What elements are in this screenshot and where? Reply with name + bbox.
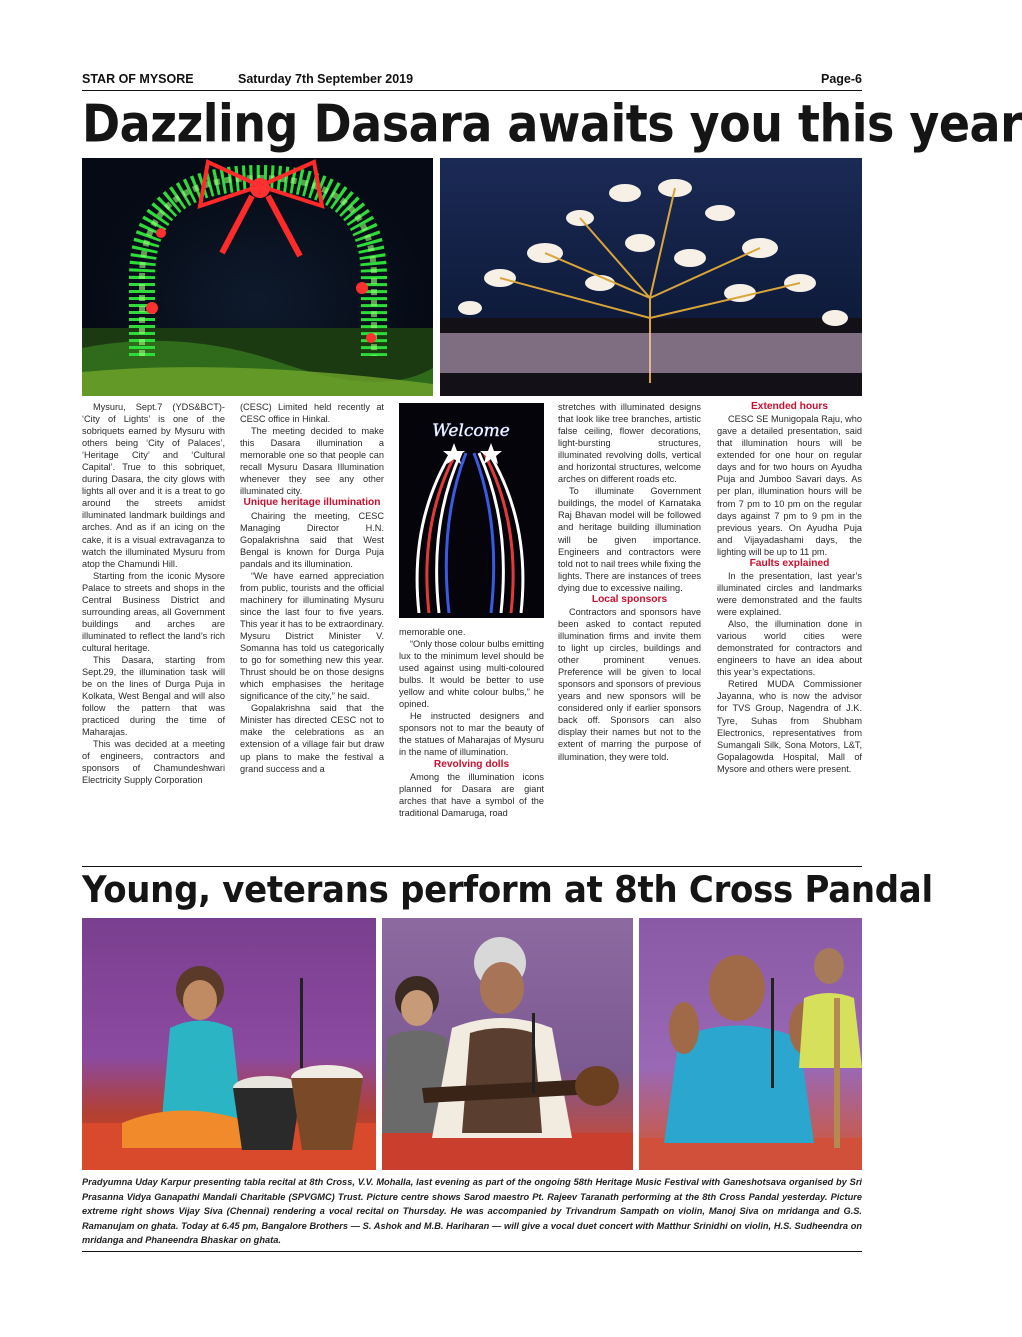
headline-8th-cross: Young, veterans perform at 8th Cross Pandal <box>82 868 933 912</box>
paragraph: CESC SE Munigopala Raju, who gave a detailed presentation, said that illumination hours will be extended for one hour on regular days and for two hours on Ayudha Puja and Jumboo Savari days. As per plan, illumination hours will be from 7 pm to 10 pm on the regular days against 7 pm to 9 pm in the previous years. On Ayudha Puja and Vijayadashami days, the lighting will be up to 11 pm. <box>717 414 862 557</box>
paragraph: (CESC) Limited held recently at CESC office in Hinkal. <box>240 402 384 425</box>
photo-sarod-performance <box>382 918 633 1170</box>
paragraph: The meeting decided to make this Dasara illumination a memorable one so that people can recall Mysuru Dasara Illumination whenever they see any other illuminated city. <box>240 426 384 497</box>
subhead-sponsors: Local sponsors <box>591 593 668 605</box>
paragraph: In the presentation, last year’s illuminated circles and landmarks were demonstrated and the faults were explained. <box>717 570 862 618</box>
paragraph: stretches with illuminated designs that look like tree branches, artistic false ceiling, flower decorations, light-bursting structures, illuminated revolving dolls, vertical and horizontal structures, welcome arches on different roads etc. <box>558 402 701 485</box>
paragraph: He instructed designers and sponsors not to mar the beauty of the statues of Maharajas of Mysuru in the name of illumination. <box>399 711 544 758</box>
issue-date: Saturday 7th September 2019 <box>238 72 414 86</box>
photo-wreath-arch <box>82 158 433 396</box>
paragraph: Mysuru, Sept.7 (YDS&BCT)- ‘City of Lights’ is one of the sobriquets earned by Mysuru with others being ‘City of Palaces’, ‘Heritage City’ and ‘Cultural Capital’. True to this sobriquet, during Dasara, the city glows with lights all over and it is a treat to go around the streets amidst illuminated landmark buildings and arches. And as if an icing on the cake, it is a visual extravaganza to watch the illuminated Mysuru from atop the Chamundi Hill. <box>82 402 225 569</box>
paragraph: memorable one. <box>399 627 466 637</box>
paragraph: Contractors and sponsors have been asked to contact reputed illumination firms and invite them to light up circles, buildings and other prominent venues. Preference will be given to local sponsors and sponsors of previous years and new sponsors will be considered only if earlier sponsors back off. Sponsors can also display their names but not to the extent of marring the purpose of illumination, they were told. <box>558 606 701 762</box>
paragraph: “We have earned appreciation from public, tourists and the official machinery for illuminating Mysuru since the last four to five years. This year it has to be extraordinary. Mysuru District Minister V. Somanna has told us categorically to go for something new this year. Thrust should be on those designs which emphasises the heritage significance of the city,” he said. <box>240 570 384 702</box>
story-divider <box>82 866 862 867</box>
bottom-rule <box>82 1251 862 1252</box>
paragraph: Retired MUDA Commissioner Jayanna, who is now the advisor for TVS Group, Nagendra of J.K. Tyre, Suhas from Shubham Electronics, representatives from Sumangali Silk, Sona Motors, L&T, Gopalagowda Hospital, Mall of Mysore and others were present. <box>717 679 862 774</box>
column-1 <box>82 401 225 787</box>
masthead <box>82 70 862 90</box>
subhead-dolls: Revolving dolls <box>433 758 510 770</box>
paragraph: This Dasara, starting from Sept.29, the illumination task will be on the lines of Durga Puja in Kolkata, West Bengal and will also follow the pattern that was practiced during the time of Maharajas. <box>82 654 225 738</box>
headline-dasara: Dazzling Dasara awaits you this year <box>82 93 1022 154</box>
paper-name: STAR OF MYSORE <box>82 72 194 86</box>
page-number: Page-6 <box>821 72 862 86</box>
paragraph: This was decided at a meeting of engineers, contractors and sponsors of Chamundeshwari Electricity Supply Corporation <box>82 739 225 786</box>
column-4 <box>558 401 701 763</box>
paragraph: “Only those colour bulbs emitting lux to the minimum level should be used against using multi-coloured bulbs. It would be better to use yellow and white colour bulbs,” he opined. <box>399 639 544 710</box>
paragraph: To illuminate Government buildings, the model of Karnataka Raj Bhavan model will be followed and heritage building illumination will be given importance. Engineers and contractors were told not to nail trees while fixing the lights. There are instances of trees dying due to excessive nailing. <box>558 486 701 593</box>
photo-tabla-recital <box>82 918 376 1170</box>
subhead-faults: Faults explained <box>749 557 830 569</box>
paragraph: Gopalakrishna said that the Minister has directed CESC not to make the celebrations as an extension of a village fair but draw up plans to make the festival a grand success and a <box>240 703 384 774</box>
photo-vocal-recital <box>639 918 862 1170</box>
paragraph: Chairing the meeting, CESC Managing Director H.N. Gopalakrishna said that West Bengal is known for Durga Puja pandals and its illumination. <box>240 510 384 569</box>
photo-flower-lights <box>440 158 862 396</box>
column-5 <box>717 401 862 775</box>
masthead-rule <box>82 90 862 91</box>
paragraph: Starting from the iconic Mysore Palace to streets and shops in the Central Business District and surrounding areas, all Government buildings and arches are illuminated to reflect the land’s rich cultural heritage. <box>82 570 225 653</box>
column-2 <box>240 401 384 775</box>
subhead-hours: Extended hours <box>751 401 828 412</box>
column-3 <box>399 626 544 819</box>
photo-welcome-arch <box>399 403 544 618</box>
photo-caption: Pradyumna Uday Karpur presenting tabla recital at 8th Cross, V.V. Mohalla, last evening as part of the ongoing 58th Heritage Music Festival with Ganeshotsava organised by Sri Prasanna Vidya Ganapathi Mandali Charitable (SPVGMC) Trust. Picture centre shows Sarod maestro Pt. Rajeev Taranath performing at the 8th Cross Pandal yesterday. Picture extreme right shows Vijay Siva (Chennai) rendering a vocal recital on Thursday. He was accompanied by Trivandrum Sampath on violin, Manoj Siva on mridanga and G.S. Ramanujam on ghata. Today at 6.45 pm, Bangalore Brothers — S. Ashok and M.B. Hariharan — will give a vocal duet concert with Matthur Srinidhi on violin, H.S. Sudheendra on mridanga and Phaneendra Bhaskar on ghata. <box>82 1177 862 1246</box>
welcome-sign-text: Welcome <box>432 421 510 441</box>
paragraph: Also, the illumination done in various world cities were demonstrated for contractors and engineers to have an idea about this year’s expectations. <box>717 619 862 678</box>
paragraph: Among the illumination icons planned for Dasara are giant arches that have a symbol of the traditional Damaruga, road <box>399 771 544 818</box>
subhead-heritage: Unique heritage illumination <box>243 497 381 509</box>
